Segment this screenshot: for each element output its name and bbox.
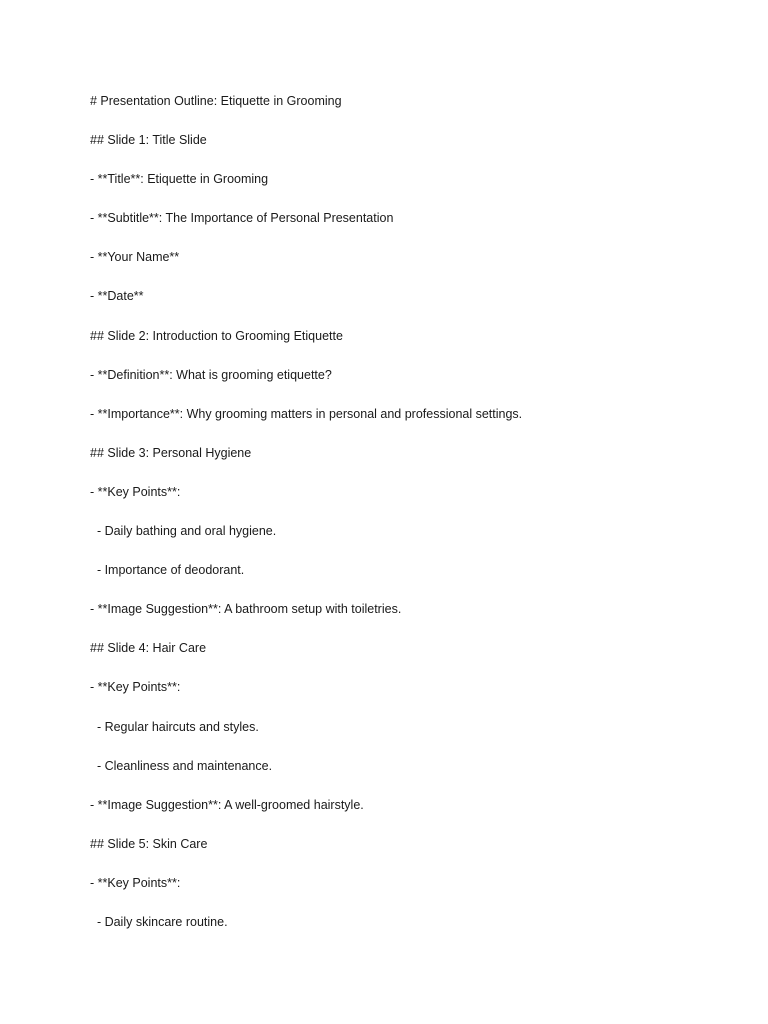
document-body — [90, 92, 730, 952]
list-item: - **Image Suggestion**: A well-groomed hairstyle. — [90, 797, 364, 812]
list-item: - **Definition**: What is grooming etiquette? — [90, 367, 332, 382]
sub-list-item: - Importance of deodorant. — [90, 563, 245, 578]
list-item: - **Date** — [90, 289, 144, 304]
sub-list-item: - Regular haircuts and styles. — [90, 719, 259, 734]
heading-slide-4: ## Slide 4: Hair Care — [90, 641, 207, 656]
list-item: - **Key Points**: — [90, 875, 181, 890]
heading-presentation-outline: # Presentation Outline: Etiquette in Grooming — [90, 94, 342, 108]
heading-slide-1: ## Slide 1: Title Slide — [90, 133, 207, 148]
heading-slide-3: ## Slide 3: Personal Hygiene — [90, 445, 252, 460]
list-item: - **Title**: Etiquette in Grooming — [90, 172, 269, 187]
list-item: - **Key Points**: — [90, 680, 181, 695]
list-item: - **Subtitle**: The Importance of Personal Presentation — [90, 211, 394, 226]
list-item: - **Image Suggestion**: A bathroom setup with toiletries. — [90, 602, 402, 617]
list-item: - **Your Name** — [90, 250, 180, 265]
sub-list-item: - Cleanliness and maintenance. — [90, 758, 273, 773]
heading-slide-2: ## Slide 2: Introduction to Grooming Etiquette — [90, 328, 343, 343]
sub-list-item: - Daily skincare routine. — [90, 914, 228, 929]
list-item: - **Key Points**: — [90, 484, 181, 499]
sub-list-item: - Daily bathing and oral hygiene. — [90, 524, 277, 539]
list-item: - **Importance**: Why grooming matters in personal and professional settings. — [90, 406, 523, 421]
heading-slide-5: ## Slide 5: Skin Care — [90, 836, 208, 851]
